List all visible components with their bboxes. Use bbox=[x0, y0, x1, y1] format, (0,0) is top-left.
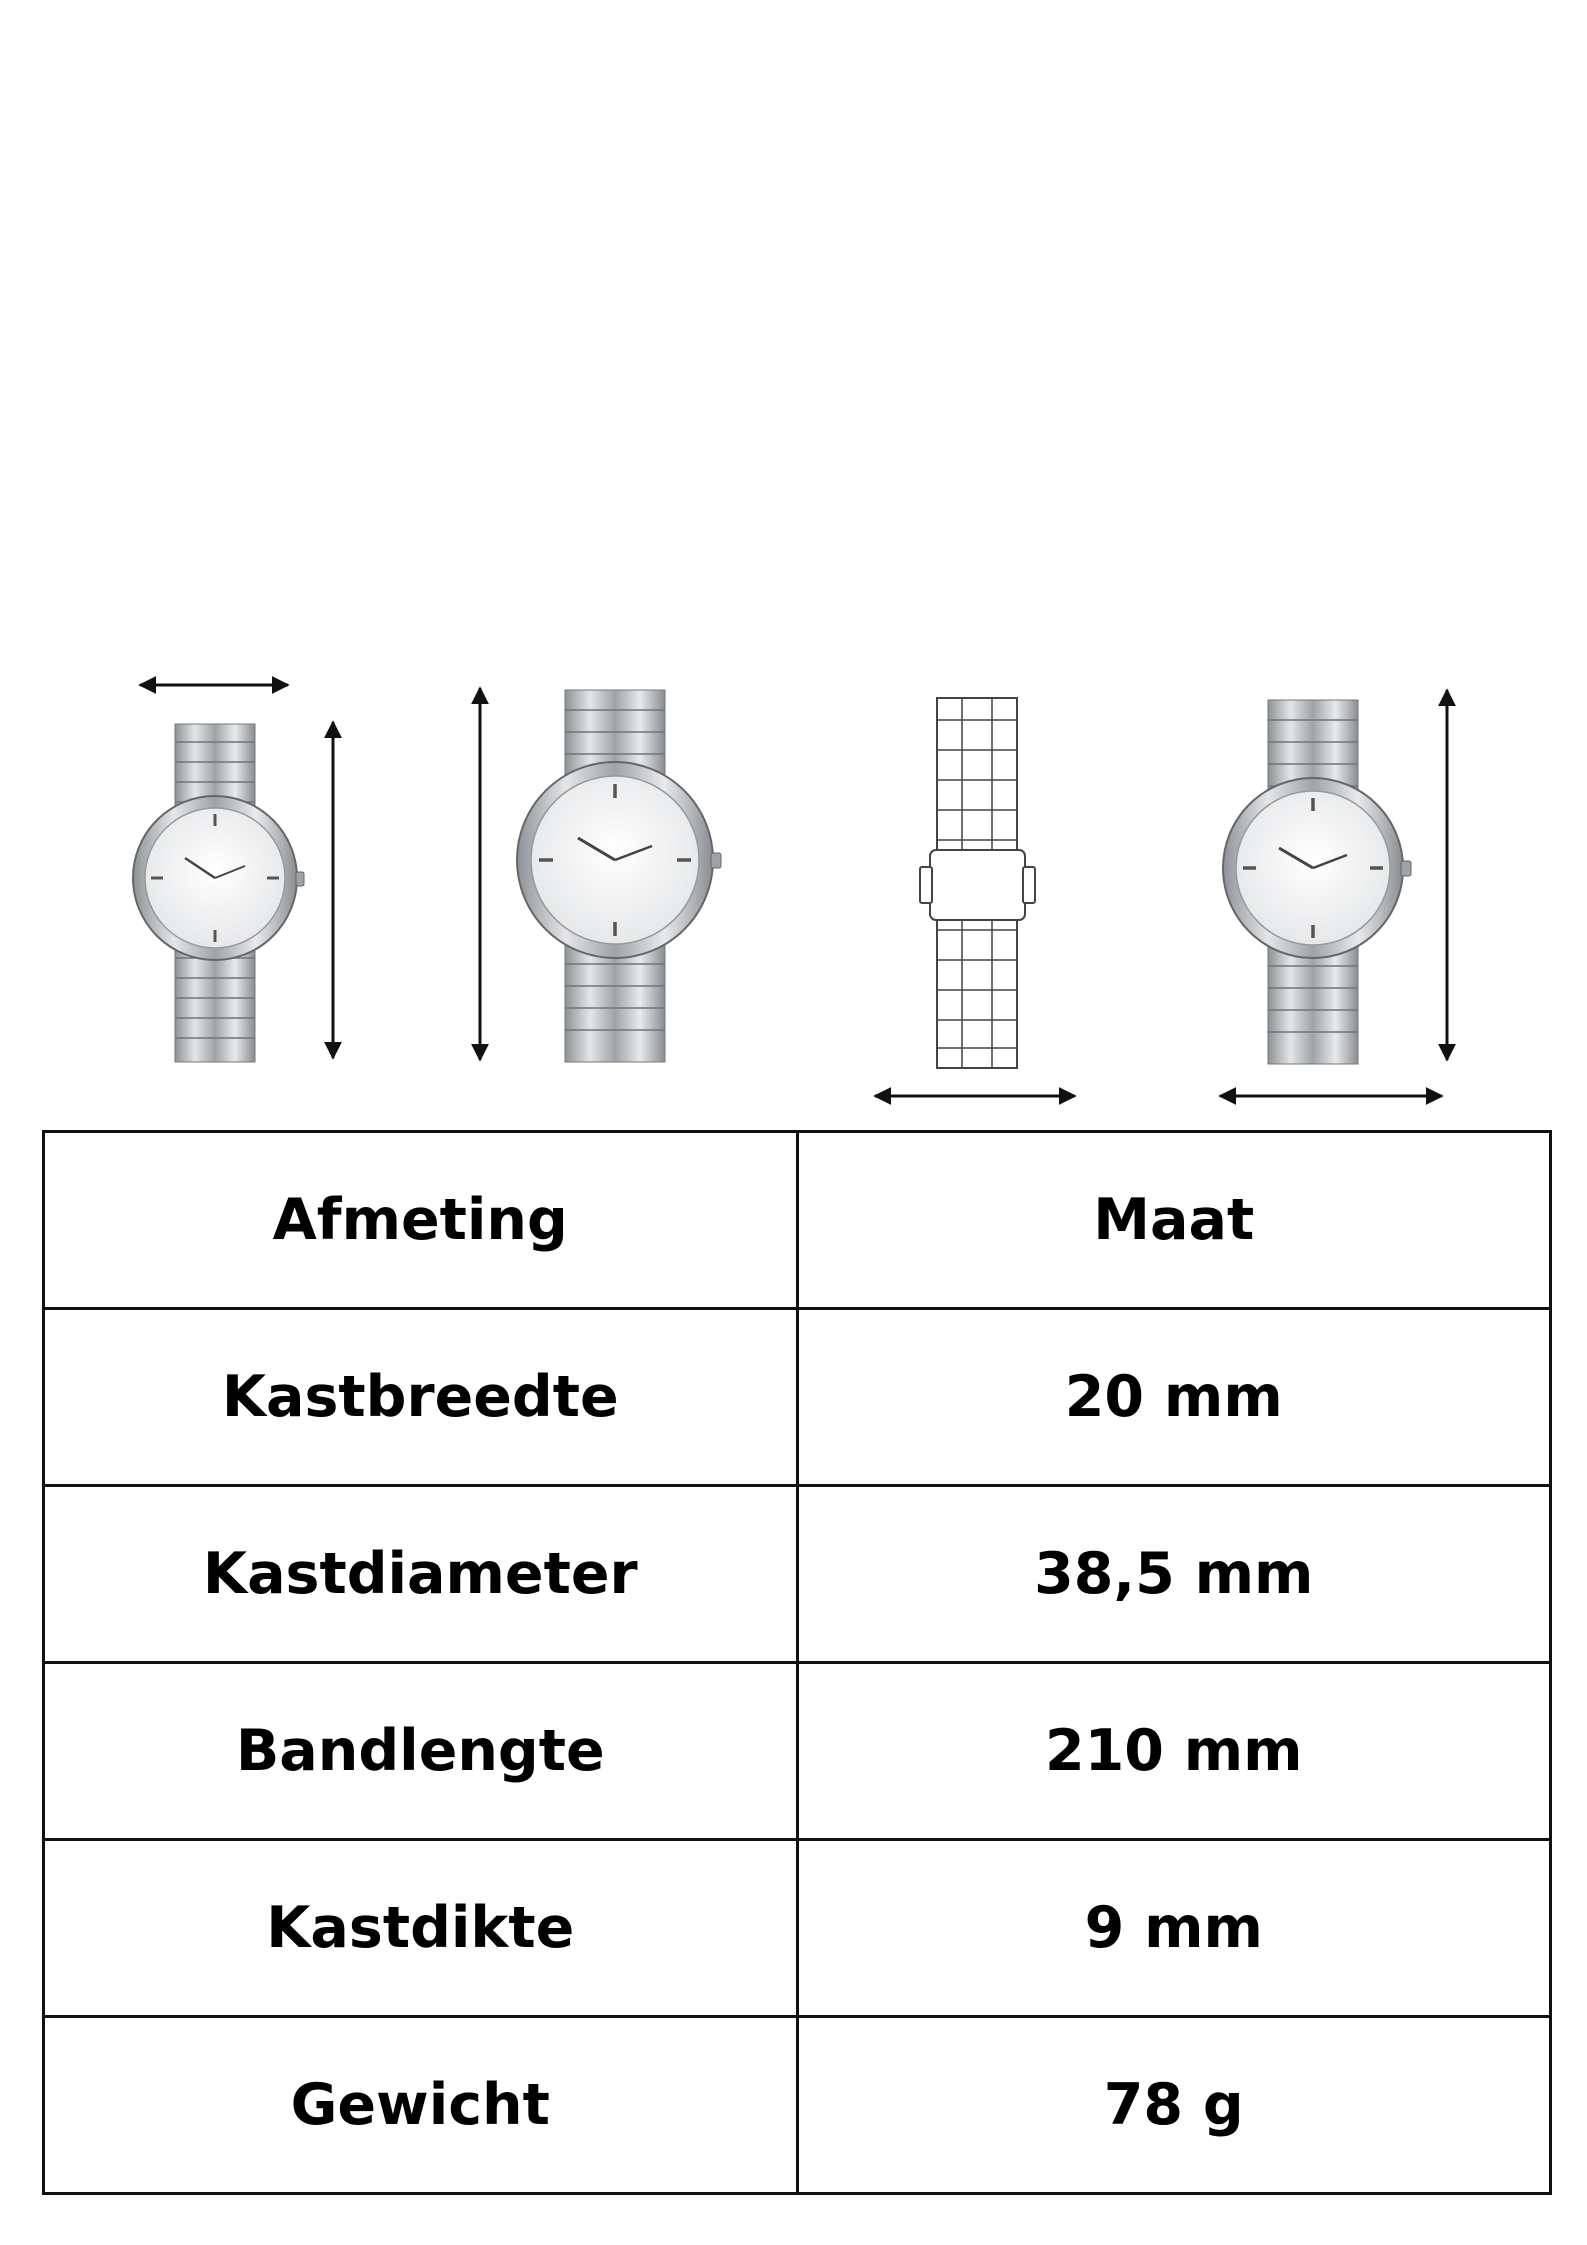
watch-front-width-icon bbox=[133, 685, 333, 1062]
watch-front-diameter-icon bbox=[480, 688, 721, 1062]
specifications-table bbox=[42, 1130, 1552, 2195]
row-label: Kastbreedte bbox=[44, 1309, 798, 1486]
table-row bbox=[44, 1663, 1551, 1840]
table-row bbox=[44, 1840, 1551, 2017]
row-label: Kastdikte bbox=[44, 1840, 798, 2017]
row-label: Kastdiameter bbox=[44, 1486, 798, 1663]
table-row bbox=[44, 2017, 1551, 2194]
column-header-maat: Maat bbox=[797, 1132, 1551, 1309]
watch-illustrations bbox=[0, 660, 1587, 1120]
table-header-row bbox=[44, 1132, 1551, 1309]
table-row bbox=[44, 1309, 1551, 1486]
row-value: 20 mm bbox=[797, 1309, 1551, 1486]
row-value: 210 mm bbox=[797, 1663, 1551, 1840]
row-value: 78 g bbox=[797, 2017, 1551, 2194]
row-value: 9 mm bbox=[797, 1840, 1551, 2017]
row-label: Bandlengte bbox=[44, 1663, 798, 1840]
table-row bbox=[44, 1486, 1551, 1663]
column-header-afmeting: Afmeting bbox=[44, 1132, 798, 1309]
row-value: 38,5 mm bbox=[797, 1486, 1551, 1663]
watch-front-thickness-icon bbox=[1220, 690, 1447, 1096]
band-length-icon bbox=[875, 698, 1075, 1096]
row-label: Gewicht bbox=[44, 2017, 798, 2194]
